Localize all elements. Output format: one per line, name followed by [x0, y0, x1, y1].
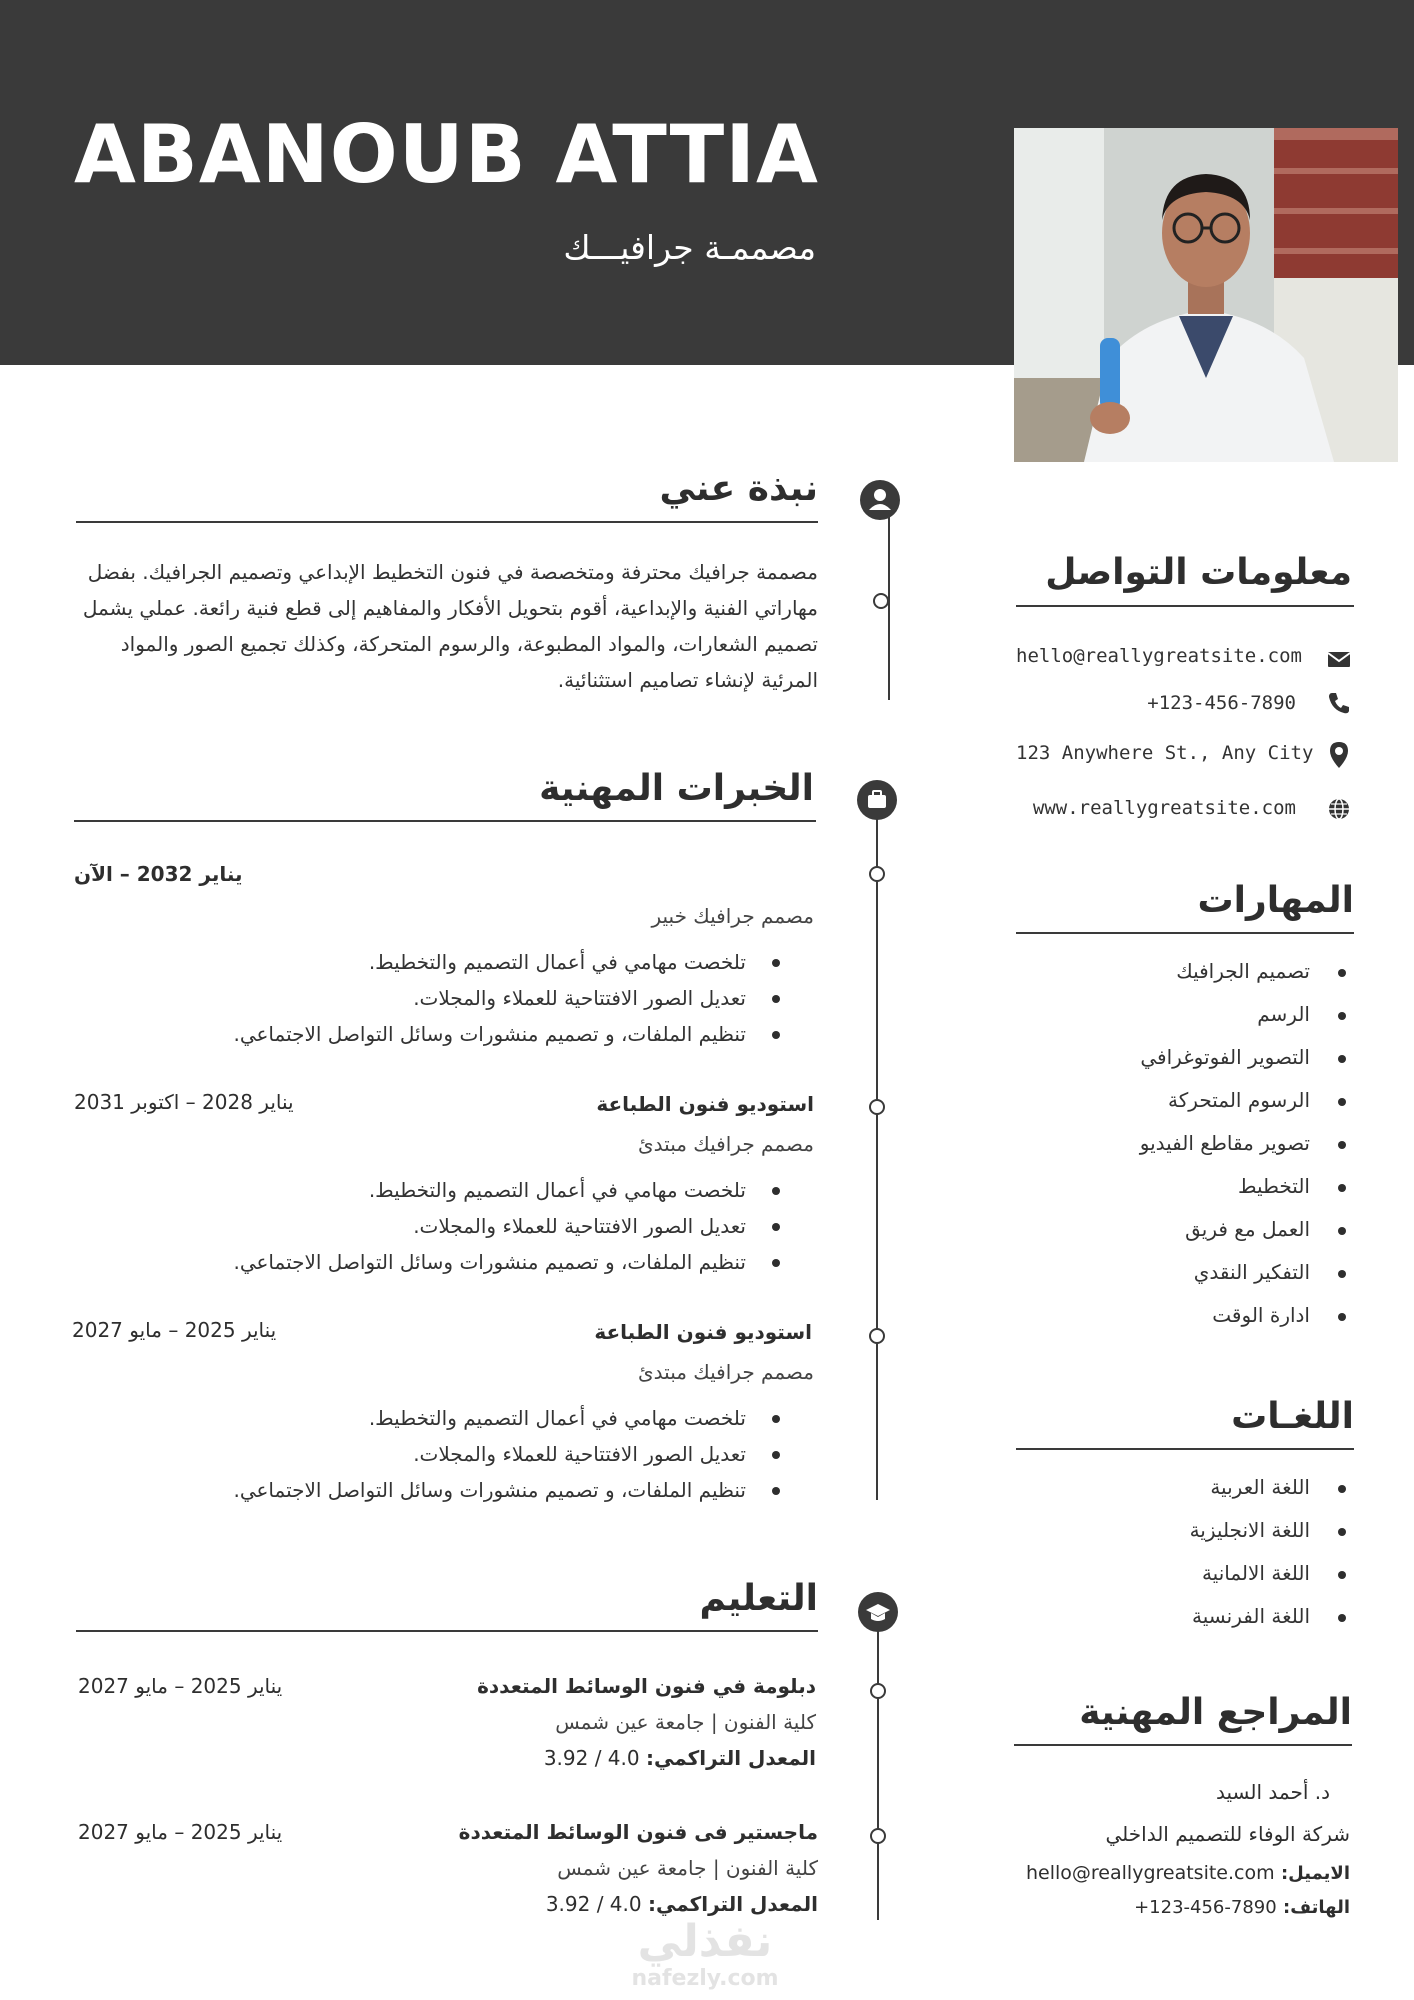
- timeline-dot: [873, 593, 889, 609]
- skills-rule: [1016, 932, 1354, 934]
- watermark-latin: nafezly.com: [631, 1966, 779, 1991]
- list-item: تنظيم الملفات، و تصميم منشورات وسائل التواصل الاجتماعي.: [150, 1016, 780, 1052]
- job-bullets: [150, 1400, 780, 1508]
- job-role: مصمم جرافيك مبتدئ: [638, 1360, 814, 1384]
- job-date: يناير 2025 – مايو 2027: [72, 1318, 277, 1342]
- experience-heading: الخبرات المهنية: [539, 768, 814, 809]
- reference-phone: [1016, 1894, 1350, 1918]
- list-item: تعديل الصور الافتتاحية للعملاء والمجلات.: [150, 1208, 780, 1244]
- list-item: اللغة الانجليزية: [1016, 1509, 1346, 1552]
- globe-icon: [1326, 796, 1352, 822]
- references-heading: المراجع المهنية: [1079, 1692, 1352, 1733]
- gpa-label: المعدل التراكمي:: [647, 1892, 818, 1916]
- timeline-dot: [870, 1683, 886, 1699]
- timeline-line: [877, 1610, 879, 1920]
- reference-name: د. أحمد السيد: [1216, 1780, 1330, 1804]
- edu-gpa: [420, 1892, 818, 1916]
- about-heading: نبذة عني: [659, 468, 818, 509]
- gpa-value: 3.92 / 4.0: [543, 1746, 640, 1770]
- timeline-dot: [869, 1328, 885, 1344]
- reference-email-label: الايميل:: [1280, 1863, 1350, 1884]
- list-item: تصميم الجرافيك: [1016, 950, 1346, 993]
- edu-gpa: [420, 1746, 816, 1770]
- job-role: مصمم جرافيك خبير: [651, 904, 814, 928]
- list-item: اللغة الفرنسية: [1016, 1595, 1346, 1638]
- list-item: اللغة الالمانية: [1016, 1552, 1346, 1595]
- reference-phone-label: الهاتف:: [1283, 1897, 1350, 1918]
- list-item: تصوير مقاطع الفيديو: [1016, 1122, 1346, 1165]
- job-bullets: [150, 1172, 780, 1280]
- reference-email: [1016, 1860, 1350, 1884]
- skills-list: [1016, 950, 1346, 1337]
- list-item: ادارة الوقت: [1016, 1294, 1346, 1337]
- envelope-icon: [1326, 646, 1352, 672]
- job-company: استوديو فنون الطباعة: [594, 1320, 812, 1344]
- list-item: تلخصت مهامي في أعمال التصميم والتخطيط.: [150, 1400, 780, 1436]
- edu-date: يناير 2025 – مايو 2027: [78, 1820, 283, 1844]
- list-item: العمل مع فريق: [1016, 1208, 1346, 1251]
- gpa-value: 3.92 / 4.0: [545, 1892, 642, 1916]
- languages-rule: [1016, 1448, 1354, 1450]
- skills-heading: المهارات: [1197, 880, 1354, 921]
- phone-icon: [1326, 690, 1352, 716]
- location-pin-icon: [1326, 740, 1352, 766]
- timeline-line: [876, 800, 878, 1500]
- watermark: [615, 1918, 795, 1992]
- graduation-cap-icon: [858, 1592, 898, 1632]
- watermark-arabic: نفذلي: [637, 1916, 773, 1967]
- experience-rule: [74, 820, 816, 822]
- list-item: تلخصت مهامي في أعمال التصميم والتخطيط.: [150, 944, 780, 980]
- list-item: الرسم: [1016, 993, 1346, 1036]
- contact-rule: [1016, 605, 1354, 607]
- list-item: التخطيط: [1016, 1165, 1346, 1208]
- job-date: يناير 2028 – اكتوبر 2031: [74, 1090, 294, 1114]
- list-item: تنظيم الملفات، و تصميم منشورات وسائل التواصل الاجتماعي.: [150, 1472, 780, 1508]
- reference-company: شركة الوفاء للتصميم الداخلي: [1105, 1822, 1350, 1846]
- job-company: استوديو فنون الطباعة: [596, 1092, 814, 1116]
- languages-list: [1016, 1466, 1346, 1638]
- job-role: مصمم جرافيك مبتدئ: [638, 1132, 814, 1156]
- references-rule: [1014, 1744, 1352, 1746]
- about-text: مصممة جرافيك محترفة ومتخصصة في فنون التخطيط الإبداعي وتصميم الجرافيك. بفضل مهاراتي الفنية والإبداعية، أقوم بتحويل الأفكار والمفاهيم إلى قطع فنية رائعة. عملي يشمل تصميم الشعارات، والمواد المطبوعة، والرسوم المتحركة، وكذلك تجميع الصور والمواد المرئية لإنشاء تصاميم استثنائية.: [82, 560, 818, 692]
- contact-website[interactable]: www.reallygreatsite.com: [1032, 797, 1296, 819]
- edu-school: كلية الفنون | جامعة عين شمس: [555, 1710, 816, 1734]
- edu-degree: ماجستير فى فنون الوسائط المتعددة: [458, 1820, 818, 1844]
- reference-email-value[interactable]: hello@reallygreatsite.com: [1026, 1862, 1275, 1884]
- list-item: تعديل الصور الافتتاحية للعملاء والمجلات.: [150, 980, 780, 1016]
- contact-address: 123 Anywhere St., Any City: [1016, 742, 1314, 764]
- gpa-label: المعدل التراكمي:: [645, 1746, 816, 1770]
- contact-phone[interactable]: +123-456-7890: [1147, 692, 1296, 714]
- education-heading: التعليم: [699, 1578, 818, 1619]
- edu-school: كلية الفنون | جامعة عين شمس: [557, 1856, 818, 1880]
- list-item: التفكير النقدي: [1016, 1251, 1346, 1294]
- timeline-dot: [870, 1828, 886, 1844]
- edu-date: يناير 2025 – مايو 2027: [78, 1674, 283, 1698]
- list-item: تعديل الصور الافتتاحية للعملاء والمجلات.: [150, 1436, 780, 1472]
- timeline-dot: [869, 866, 885, 882]
- languages-heading: اللغـات: [1231, 1396, 1354, 1437]
- about-rule: [76, 521, 818, 523]
- education-rule: [76, 1630, 818, 1632]
- briefcase-icon: [857, 780, 897, 820]
- list-item: الرسوم المتحركة: [1016, 1079, 1346, 1122]
- timeline-dot: [869, 1099, 885, 1115]
- contact-heading: معلومات التواصل: [1045, 552, 1352, 593]
- profile-photo: [1014, 128, 1398, 462]
- job-title: مصممـة جرافيـــك: [563, 228, 816, 267]
- list-item: التصوير الفوتوغرافي: [1016, 1036, 1346, 1079]
- list-item: تنظيم الملفات، و تصميم منشورات وسائل التواصل الاجتماعي.: [150, 1244, 780, 1280]
- reference-phone-value: +123-456-7890: [1134, 1897, 1277, 1918]
- candidate-name: ABANOUB ATTIA: [74, 108, 819, 201]
- list-item: اللغة العربية: [1016, 1466, 1346, 1509]
- job-date: يناير 2032 – الآن: [74, 862, 243, 886]
- user-icon: [860, 480, 900, 520]
- list-item: تلخصت مهامي في أعمال التصميم والتخطيط.: [150, 1172, 780, 1208]
- contact-email[interactable]: hello@reallygreatsite.com: [1016, 645, 1302, 667]
- edu-degree: دبلومة في فنون الوسائط المتعددة: [477, 1674, 816, 1698]
- job-bullets: [150, 944, 780, 1052]
